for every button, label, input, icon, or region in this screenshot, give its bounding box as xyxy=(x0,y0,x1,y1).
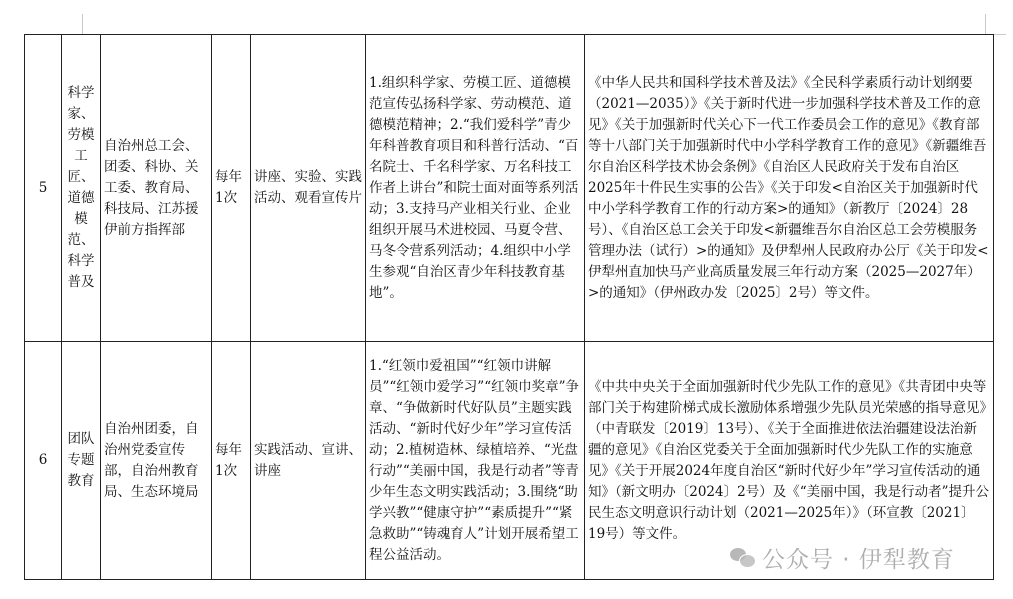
responsible-units: 自治州总工会、团委、科协、关工委、教育局、科技局、江苏援伊前方指挥部 xyxy=(101,35,212,342)
row-number: 5 xyxy=(25,35,62,342)
activity-table xyxy=(24,34,994,580)
page-corner-mark-left xyxy=(62,14,83,35)
policy-basis: 《中共中央关于全面加强新时代少先队工作的意见》《共青团中央等部门关于构建阶梯式成长激励体系增强少先队员光荣感的指导意见》（中青联发〔2019〕13号）、《关于全面推进依法治疆建设法治新疆的意见》《自治区党委关于全面加强新时代少先队工作的实施意见》《关于开展2024年度自治区“新时代好少年”学习宣传活动的通知》（新文明办〔2024〕2号）及《“美丽中国，我是行动者”提升公民生态文明意识行动计划（2021—2025年）》（环宣教〔2021〕19号）等文件。 xyxy=(585,342,994,580)
wechat-icon xyxy=(730,546,756,568)
frequency: 每年1次 xyxy=(212,342,251,580)
activity-name: 科学家、劳模工匠、道德模范、科学普及 xyxy=(62,35,101,342)
frequency: 每年1次 xyxy=(212,35,251,342)
watermark xyxy=(730,540,955,574)
activity-content: 1.组织科学家、劳模工匠、道德模范宣传弘扬科学家、劳动模范、道德模范精神；2.“我们爱科学”青少年科普教育项目和科普行活动、“百名院士、千名科学家、万名科技工作者上讲台”和院士面对面等系列活动；3.支持马产业相关行业、企业组织开展马术进校园、马夏令营、马冬令营系列活动；4.组织中小学生参观“自治区青少年科技教育基地”。 xyxy=(366,35,585,342)
activity-content: 1.“红领巾爱祖国”“红领巾讲解员”“红领巾爱学习”“红领巾奖章”争章、“争做新时代好队员”主题实践活动、“新时代好少年”学习宣传活动；2.植树造林、绿植培养、“光盘行动”“美丽中国，我是行动者”等青少年生态文明实践活动；3.围绕“助学兴教”“健康守护”“素质提升”“紧急救助”“铸魂育人”计划开展希望工程公益活动。 xyxy=(366,342,585,580)
page-corner-mark-right xyxy=(985,14,1006,35)
responsible-units: 自治州团委，自治州党委宣传部，自治州教育局、生态环境局 xyxy=(101,342,212,580)
policy-basis: 《中华人民共和国科学技术普及法》《全民科学素质行动计划纲要（2021—2035）》《关于新时代进一步加强科学技术普及工作的意见》《关于加强新时代关心下一代工作委员会工作的意见》《教育部等十八部门关于加强新时代中小学科学教育工作的意见》《新疆维吾尔自治区科学技术协会条例》《自治区人民政府关于发布自治区2025年十件民生实事的公告》《关于印发<自治区关于加强新时代中小学科学教育工作的行动方案>的通知》（新教厅〔2024〕28号）、《自治区总工会关于印发<新疆维吾尔自治区总工会劳模服务管理办法（试行）>的通知》及伊犁州人民政府办公厅《关于印发<伊犁州直加快马产业高质量发展三年行动方案（2025—2027年）>的通知》（伊州政办发〔2025〕2号）等文件。 xyxy=(585,35,994,342)
activity-name: 团队专题教育 xyxy=(62,342,101,580)
watermark-text: 公众号 · 伊犁教育 xyxy=(762,546,955,573)
activity-form: 实践活动、宣讲、讲座 xyxy=(251,342,366,580)
row-number: 6 xyxy=(25,342,62,580)
table-row xyxy=(25,35,994,342)
activity-form: 讲座、实验、实践活动、观看宣传片 xyxy=(251,35,366,342)
